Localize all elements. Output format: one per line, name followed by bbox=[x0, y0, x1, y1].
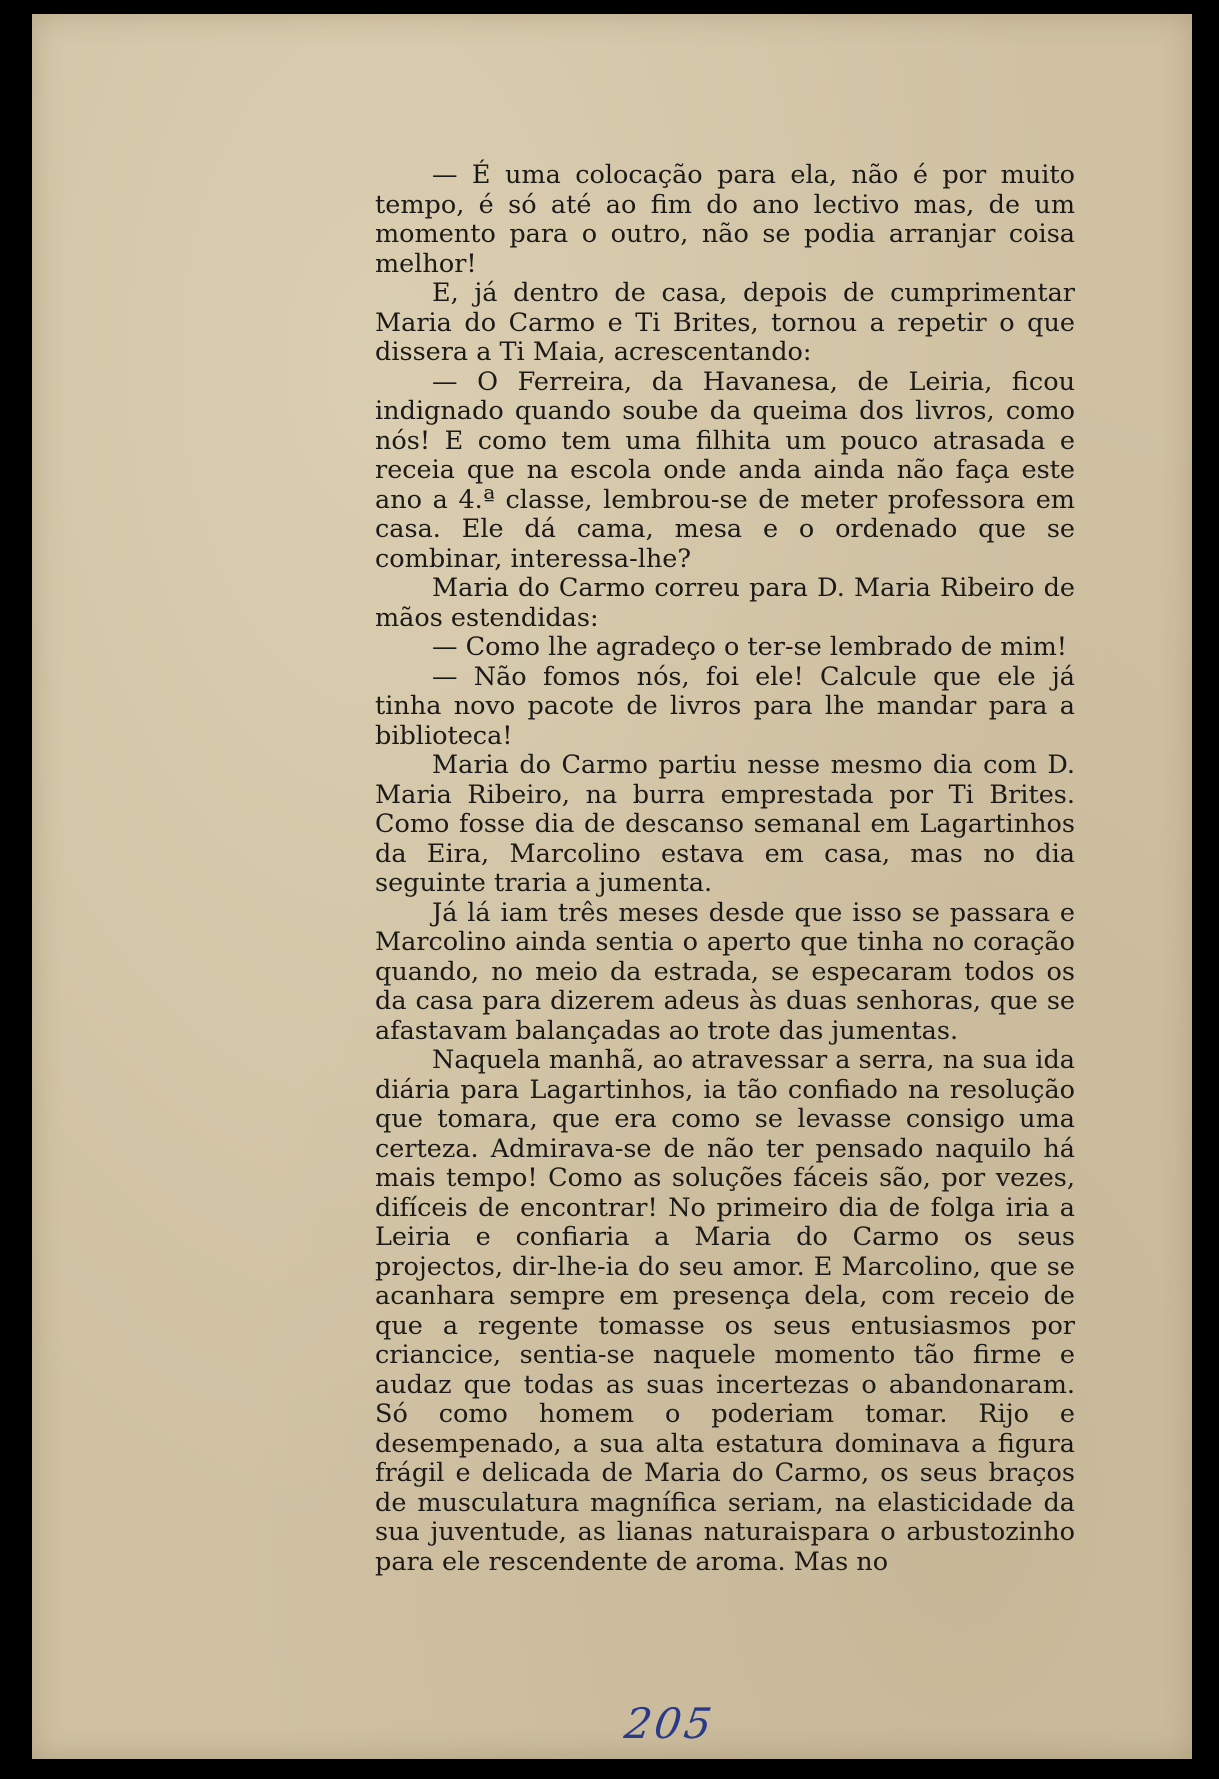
paragraph: Já lá iam três meses desde que isso se passara e Marcolino ainda sentia o aperto que tinha no coração quando, no meio da estrada, se especaram todos os da casa para dizerem adeus às duas senhoras, que se afastavam balançadas ao trote das jumentas. bbox=[375, 897, 1075, 1046]
paragraph: Maria do Carmo correu para D. Maria Ribeiro de mãos estendidas: bbox=[375, 573, 1075, 633]
paragraph: Maria do Carmo partiu nesse mesmo dia com D. Maria Ribeiro, na burra emprestada por Ti Brites. Como fosse dia de descanso semanal em Lagartinhos da Eira, Marcolino estava em casa, mas no dia seguinte traria a jumenta. bbox=[375, 750, 1075, 898]
body-text bbox=[375, 161, 1075, 1577]
paragraph: — Não fomos nós, foi ele! Calcule que ele já tinha novo pacote de livros para lhe mandar para a biblioteca! bbox=[375, 661, 1075, 751]
document-page bbox=[32, 14, 1192, 1759]
paragraph: — É uma colocação para ela, não é por muito tempo, é só até ao fim do ano lectivo mas, de um momento para o outro, não se podia arranjar coisa melhor! bbox=[375, 160, 1075, 279]
paragraph: E, já dentro de casa, depois de cumprimentar Maria do Carmo e Ti Brites, tornou a repetir o que dissera a Ti Maia, acrescentando: bbox=[375, 278, 1075, 367]
paragraph: Naquela manhã, ao atravessar a serra, na sua ida diária para Lagartinhos, ia tão confiado na resolução que tomara, que era como se levasse consigo uma certeza. Admirava-se de não ter pensado naquilo há mais tempo! Como as soluções fáceis são, por vezes, difíceis de encontrar! No primeiro dia de folga iria a Leiria e confiaria a Maria do Carmo os seus projectos, dir-lhe-ia do seu amor. E Marcolino, que se acanhara sempre em presença dela, com receio de que a regente tomasse os seus entusiasmos por criancice, sentia-se naquele momento tão firme e audaz que todas as suas incertezas o abandonaram. Só como homem o poderiam tomar. Rijo e desempenado, a sua alta estatura dominava a figura frágil e delicada de Maria do Carmo, os seus braços de musculatura magnífica seriam, na elasticidade da sua juventude, as lianas naturaispara o arbustozinho para ele rescendente de aroma. Mas no bbox=[375, 1045, 1075, 1577]
paragraph: — O Ferreira, da Havanesa, de Leiria, ficou indignado quando soube da queima dos livros, como nós! E como tem uma filhita um pouco atrasada e receia que na escola onde anda ainda não faça este ano a 4.ª classe, lembrou-se de meter professora em casa. Ele dá cama, mesa e o ordenado que se combinar, interessa-lhe? bbox=[375, 366, 1075, 574]
handwritten-page-number: 205 bbox=[621, 1699, 718, 1748]
paragraph: — Como lhe agradeço o ter-se lembrado de mim! bbox=[432, 632, 1068, 662]
